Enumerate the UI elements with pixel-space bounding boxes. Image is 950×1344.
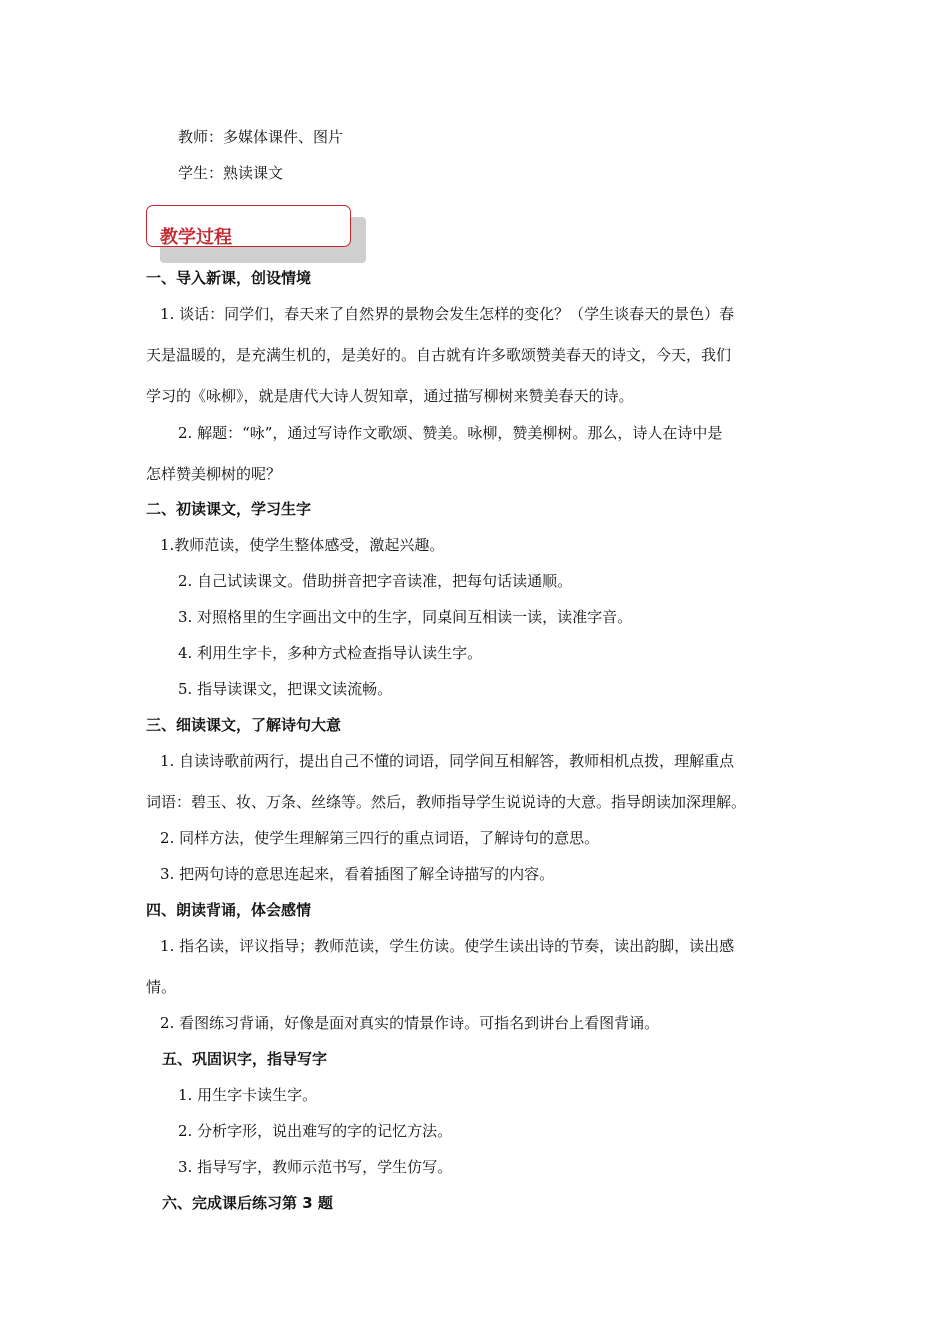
section-3-title: 三、细读课文，了解诗句大意 [146, 716, 342, 734]
s2-item-1: 1.教师范读，使学生整体感受，激起兴趣。 [160, 536, 445, 554]
s3-p1-line2: 词语：碧玉、妆、万条、丝绦等。然后，教师指导学生说说诗的大意。指导朗读加深理解。 [146, 793, 747, 811]
s3-p1-line1: 1. 自读诗歌前两行，提出自己不懂的词语，同学间互相解答，教师相机点拨，理解重点 [160, 752, 735, 770]
section-4-title: 四、朗读背诵，体会感情 [146, 901, 312, 919]
section-6-title: 六、完成课后练习第 3 题 [162, 1194, 333, 1212]
s5-item-3: 3. 指导写字，教师示范书写，学生仿写。 [178, 1158, 453, 1176]
s3-item-3: 3. 把两句诗的意思连起来，看着插图了解全诗描写的内容。 [160, 865, 555, 883]
s5-item-1: 1. 用生字卡读生字。 [178, 1086, 318, 1104]
s2-item-4: 4. 利用生字卡，多种方式检查指导认读生字。 [178, 644, 483, 662]
prep-student: 学生：熟读课文 [178, 164, 284, 182]
s4-p1-line2: 情。 [146, 978, 177, 996]
s2-item-3: 3. 对照格里的生字画出文中的生字，同桌间互相读一读，读准字音。 [178, 608, 633, 626]
s4-p1-line1: 1. 指名读，评议指导；教师范读，学生仿读。使学生读出诗的节奏，读出韵脚，读出感 [160, 937, 735, 955]
s1-p2-line1: 2. 解题：“咏”，通过写诗作文歌颂、赞美。咏柳，赞美柳树。那么，诗人在诗中是 [178, 424, 723, 442]
s3-item-2: 2. 同样方法，使学生理解第三四行的重点词语，了解诗句的意思。 [160, 829, 600, 847]
s2-item-2: 2. 自己试读课文。借助拼音把字音读准，把每句话读通顺。 [178, 572, 573, 590]
section-badge [146, 205, 371, 265]
s1-p1-line1: 1. 谈话：同学们，春天来了自然界的景物会发生怎样的变化？（学生谈春天的景色）春 [160, 305, 735, 323]
s1-p1-line3: 学习的《咏柳》，就是唐代大诗人贺知章，通过描写柳树来赞美春天的诗。 [146, 387, 634, 405]
s2-item-5: 5. 指导读课文，把课文读流畅。 [178, 680, 393, 698]
prep-teacher: 教师：多媒体课件、图片 [178, 128, 344, 146]
section-5-title: 五、巩固识字，指导写字 [162, 1050, 328, 1068]
section-2-title: 二、初读课文，学习生字 [146, 500, 312, 518]
s1-p2-line2: 怎样赞美柳树的呢？ [146, 465, 282, 483]
section-1-title: 一、导入新课，创设情境 [146, 269, 312, 287]
badge-label: 教学过程 [160, 227, 232, 248]
s1-p1-line2: 天是温暖的，是充满生机的，是美好的。自古就有许多歌颂赞美春天的诗文，今天，我们 [146, 346, 732, 364]
s5-item-2: 2. 分析字形，说出难写的字的记忆方法。 [178, 1122, 453, 1140]
s4-item-2: 2. 看图练习背诵，好像是面对真实的情景作诗。可指名到讲台上看图背诵。 [160, 1014, 660, 1032]
